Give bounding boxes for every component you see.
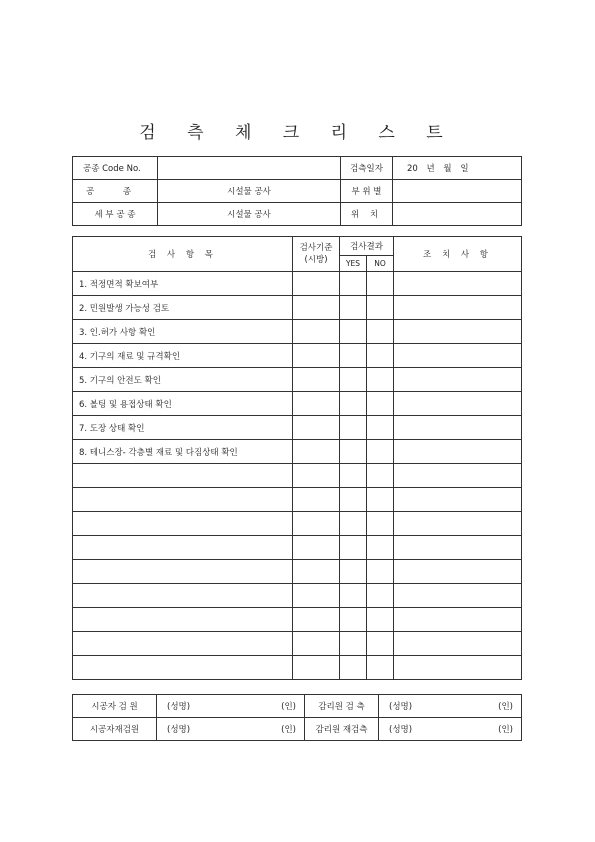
checklist-yes-cell[interactable] [340,320,367,344]
info-table [72,156,522,226]
checklist-item-label: 3. 인.허가 사항 확인 [73,320,293,344]
checklist-no-cell[interactable] [367,584,394,608]
checklist-action-cell[interactable] [394,392,522,416]
checklist-no-cell[interactable] [367,440,394,464]
checklist-action-cell[interactable] [394,416,522,440]
checklist-row [73,584,522,608]
checklist-standard-cell[interactable] [293,416,340,440]
checklist-no-cell[interactable] [367,608,394,632]
checklist-item-label [73,512,293,536]
position-label: 위 치 [341,203,393,226]
checklist-item-label: 5. 기구의 안전도 확인 [73,368,293,392]
checklist-item-label [73,632,293,656]
checklist-no-cell[interactable] [367,272,394,296]
trade-label: 공 종 [73,180,158,203]
checklist-yes-cell[interactable] [340,488,367,512]
checklist-yes-cell[interactable] [340,368,367,392]
checklist-no-cell[interactable] [367,536,394,560]
sig2-left-label: 시공자재검원 [73,718,157,741]
checklist-action-cell[interactable] [394,512,522,536]
checklist-row [73,368,522,392]
code-value[interactable] [158,157,341,180]
sig1-left-seal: (인) [232,695,305,718]
checklist-no-cell[interactable] [367,368,394,392]
checklist-action-cell[interactable] [394,656,522,680]
checklist-row [73,416,522,440]
checklist-item-label: 2. 민원발생 가능성 검토 [73,296,293,320]
header-item: 검 사 항 목 [73,237,293,272]
sig2-right-label: 감리원 재검측 [305,718,379,741]
sig1-right-name[interactable]: (성명) [379,695,450,718]
checklist-action-cell[interactable] [394,368,522,392]
sig1-left-label: 시공자 검 원 [73,695,157,718]
header-yes: YES [340,256,367,272]
info-row-subtrade [73,203,522,226]
checklist-standard-cell[interactable] [293,392,340,416]
subtrade-value[interactable]: 시설물 공사 [158,203,341,226]
checklist-item-label [73,464,293,488]
checklist-header-row [73,237,522,256]
checklist-standard-cell[interactable] [293,440,340,464]
checklist-yes-cell[interactable] [340,464,367,488]
date-label: 검측일자 [341,157,393,180]
checklist-standard-cell[interactable] [293,488,340,512]
checklist-standard-cell[interactable] [293,608,340,632]
checklist-table [72,236,522,680]
checklist-no-cell[interactable] [367,344,394,368]
checklist-item-label: 8. 테니스장- 각층별 재료 및 다짐상태 확인 [73,440,293,464]
checklist-row [73,632,522,656]
checklist-no-cell[interactable] [367,560,394,584]
checklist-no-cell[interactable] [367,632,394,656]
checklist-row [73,536,522,560]
sig2-right-seal: (인) [450,718,522,741]
position-value[interactable] [393,203,522,226]
checklist-row [73,272,522,296]
sig2-left-seal: (인) [232,718,305,741]
checklist-action-cell[interactable] [394,608,522,632]
checklist-action-cell[interactable] [394,344,522,368]
checklist-row [73,344,522,368]
checklist-yes-cell[interactable] [340,416,367,440]
checklist-action-cell[interactable] [394,464,522,488]
checklist-item-label [73,656,293,680]
checklist-item-label [73,584,293,608]
checklist-row [73,464,522,488]
checklist-item-label [73,608,293,632]
header-no: NO [367,256,394,272]
checklist-standard-cell[interactable] [293,296,340,320]
date-value[interactable]: 20 년 월 일 [393,157,522,180]
checklist-action-cell[interactable] [394,584,522,608]
checklist-yes-cell[interactable] [340,296,367,320]
checklist-row [73,656,522,680]
checklist-yes-cell[interactable] [340,392,367,416]
signature-row-2 [73,718,522,741]
checklist-standard-cell[interactable] [293,536,340,560]
checklist-no-cell[interactable] [367,416,394,440]
signature-row-1 [73,695,522,718]
checklist-yes-cell[interactable] [340,512,367,536]
checklist-standard-cell[interactable] [293,656,340,680]
checklist-no-cell[interactable] [367,464,394,488]
checklist-standard-cell[interactable] [293,632,340,656]
checklist-yes-cell[interactable] [340,608,367,632]
checklist-row [73,296,522,320]
checklist-yes-cell[interactable] [340,656,367,680]
sig1-left-name[interactable]: (성명) [157,695,232,718]
checklist-yes-cell[interactable] [340,632,367,656]
checklist-no-cell[interactable] [367,296,394,320]
page-title: 검 측 체 크 리 스 트 [139,123,456,143]
checklist-no-cell[interactable] [367,392,394,416]
checklist-no-cell[interactable] [367,656,394,680]
checklist-standard-cell[interactable] [293,512,340,536]
checklist-action-cell[interactable] [394,536,522,560]
checklist-row [73,488,522,512]
checklist-standard-cell[interactable] [293,320,340,344]
header-result: 검사결과 [340,237,394,256]
checklist-yes-cell[interactable] [340,272,367,296]
location-part-label: 부 위 별 [341,180,393,203]
header-action: 조 치 사 항 [394,237,522,272]
checklist-standard-cell[interactable] [293,560,340,584]
checklist-row [73,560,522,584]
location-part-value[interactable] [393,180,522,203]
checklist-action-cell[interactable] [394,560,522,584]
checklist-row [73,320,522,344]
checklist-action-cell[interactable] [394,296,522,320]
sig1-right-seal: (인) [450,695,522,718]
info-row-code [73,157,522,180]
checklist-body [73,272,522,680]
header-standard: 검사기준 (시방) [293,237,340,272]
checklist-action-cell[interactable] [394,632,522,656]
checklist-yes-cell[interactable] [340,584,367,608]
checklist-row [73,392,522,416]
checklist-yes-cell[interactable] [340,536,367,560]
info-row-trade [73,180,522,203]
checklist-standard-cell[interactable] [293,464,340,488]
checklist-action-cell[interactable] [394,488,522,512]
checklist-action-cell[interactable] [394,320,522,344]
checklist-item-label [73,560,293,584]
checklist-row [73,512,522,536]
sig2-right-name[interactable]: (성명) [379,718,450,741]
checklist-item-label: 7. 도장 상태 확인 [73,416,293,440]
checklist-no-cell[interactable] [367,488,394,512]
checklist-standard-cell[interactable] [293,368,340,392]
checklist-item-label: 6. 볼팅 및 용접상태 확인 [73,392,293,416]
checklist-standard-cell[interactable] [293,272,340,296]
checklist-action-cell[interactable] [394,440,522,464]
checklist-item-label: 4. 기구의 재료 및 규격확인 [73,344,293,368]
checklist-item-label [73,536,293,560]
checklist-no-cell[interactable] [367,512,394,536]
code-label: 공종 Code No. [73,157,158,180]
checklist-no-cell[interactable] [367,320,394,344]
checklist-yes-cell[interactable] [340,560,367,584]
sig1-right-label: 감리원 검 측 [305,695,379,718]
sig2-left-name[interactable]: (성명) [157,718,232,741]
signature-table [72,694,522,741]
checklist-standard-cell[interactable] [293,584,340,608]
subtrade-label: 세 부 공 종 [73,203,158,226]
checklist-yes-cell[interactable] [340,440,367,464]
checklist-standard-cell[interactable] [293,344,340,368]
checklist-action-cell[interactable] [394,272,522,296]
checklist-row [73,608,522,632]
trade-value[interactable]: 시설물 공사 [158,180,341,203]
checklist-item-label [73,488,293,512]
checklist-row [73,440,522,464]
checklist-item-label: 1. 적정면적 확보여부 [73,272,293,296]
checklist-yes-cell[interactable] [340,344,367,368]
